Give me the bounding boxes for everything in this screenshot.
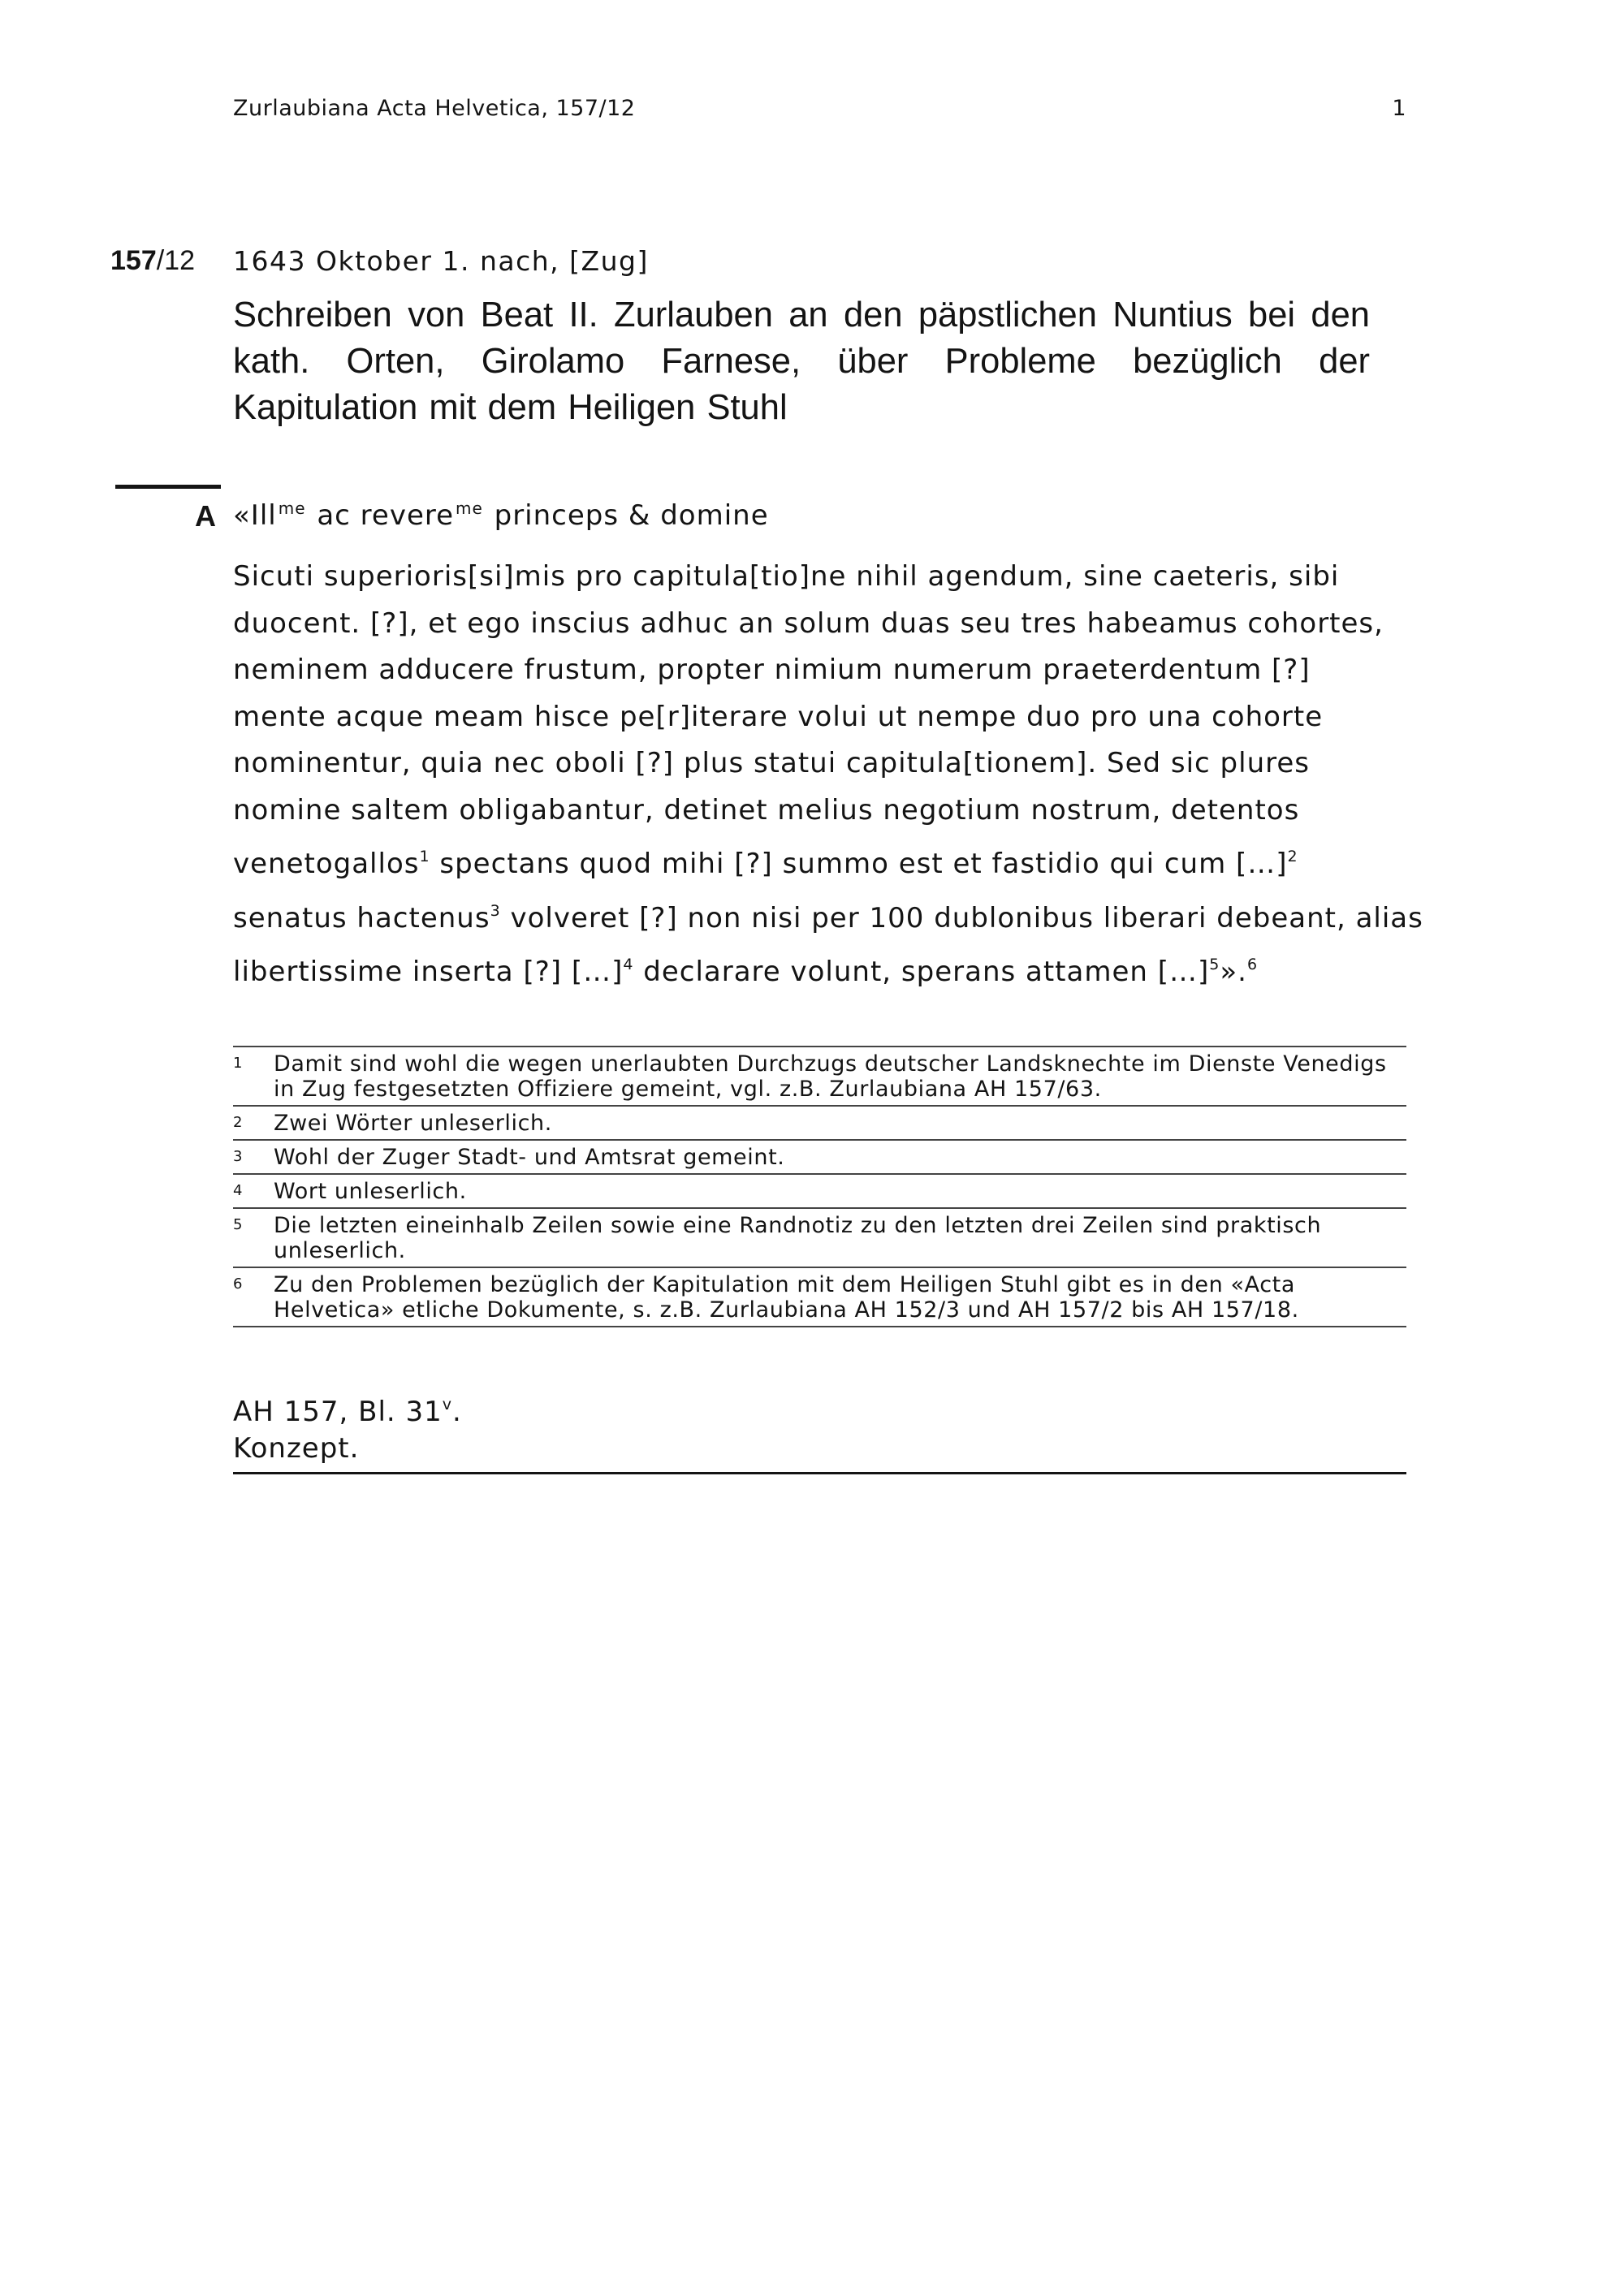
body-line: Sicuti superioris[si]mis pro capitula[tio]ne nihil agendum, sine caeteris, sibi (233, 560, 1340, 593)
footnote (233, 1207, 1406, 1267)
shelfmark-sup: v (442, 1396, 453, 1413)
footnote-ref[interactable]: 1 (419, 848, 430, 865)
salutation (233, 498, 769, 532)
footnote-text: Wort unleserlich. (274, 1179, 467, 1204)
running-head (233, 96, 1406, 121)
body-line: mente acque meam hisce pe[r]iterare volui ut nempe duo pro una cohorte (233, 700, 1324, 733)
footnote-ref[interactable]: 4 (623, 956, 634, 973)
shelfmark-text: AH 157, Bl. 31 (233, 1396, 443, 1428)
footnote-mark: 6 (233, 1275, 244, 1293)
body-line (233, 942, 1419, 996)
document-number-main: 157 (110, 245, 157, 276)
body-text-segment: venetogallos (233, 848, 420, 880)
body-text-segment: spectans quod mihi [?] summo est et fastidio qui cum […] (430, 848, 1288, 880)
footnote-ref[interactable]: 3 (490, 901, 501, 920)
document-type: Konzept. (233, 1432, 360, 1465)
salutation-part-1: «Ill (233, 499, 277, 532)
body-line: nomine saltem obligabantur, detinet melius negotium nostrum, detentos (233, 793, 1300, 826)
body-line: duocent. [?], et ego inscius adhuc an solum duas seu tres habeamus cohortes, (233, 606, 1384, 640)
letter-body (233, 554, 1423, 996)
salutation-part-2: ac revere (307, 499, 455, 532)
footnote-text: Damit sind wohl die wegen unerlaubten Durchzugs deutscher Landsknechte im Dienste Venedigs in Zug festgesetzten Offiziere gemeint, vgl. z.B. Zurlaubiana AH 157/63. (274, 1051, 1387, 1102)
footnotes-end-rule (233, 1326, 1406, 1327)
footnote (233, 1046, 1406, 1105)
footnote-text: Wohl der Zuger Stadt- und Amtsrat gemeint. (274, 1145, 785, 1170)
footnote (233, 1105, 1406, 1139)
body-line (233, 888, 1423, 943)
witness-siglum: A (195, 499, 216, 533)
body-text-segment: ». (1220, 956, 1247, 988)
footnote-mark: 1 (233, 1055, 244, 1072)
salutation-sup-1: me (278, 498, 306, 518)
footnote-text: Zwei Wörter unleserlich. (274, 1111, 552, 1136)
salutation-part-3: princeps & domine (484, 499, 769, 532)
footnote-ref[interactable]: 5 (1209, 956, 1220, 973)
footnote-mark: 2 (233, 1114, 244, 1131)
salutation-sup-2: me (456, 498, 483, 518)
body-text-segment: libertissime inserta [?] […] (233, 956, 624, 988)
document-number (110, 245, 195, 277)
source-block (233, 1387, 1406, 1474)
footnote (233, 1173, 1406, 1207)
document-title: Schreiben von Beat II. Zurlauben an den päpstlichen Nuntius bei den kath. Orten, Girolamo Farnese, über Probleme bezüglich der Kapitulation mit dem Heiligen Stuhl (233, 296, 1370, 427)
document-date-place: 1643 Oktober 1. nach, [Zug] (233, 245, 649, 277)
body-text-segment: senatus hactenus (233, 901, 490, 934)
footnote-mark: 4 (233, 1182, 244, 1199)
footnote-text: Die letzten eineinhalb Zeilen sowie eine Randnotiz zu den letzten drei Zeilen sind praktisch unleserlich. (274, 1213, 1322, 1263)
footnotes (233, 1046, 1406, 1327)
page-number: 1 (1392, 96, 1406, 121)
section-divider (115, 485, 221, 489)
footnote (233, 1139, 1406, 1173)
body-text-segment: volveret [?] non nisi per 100 dublonibus liberari debeant, alias (500, 901, 1423, 934)
footnote-ref[interactable]: 6 (1246, 956, 1259, 973)
footnote (233, 1267, 1406, 1326)
document-number-suffix: /12 (156, 245, 195, 276)
body-line (233, 834, 1419, 888)
footnote-mark: 3 (233, 1148, 244, 1165)
shelfmark-end: . (452, 1396, 462, 1428)
footnote-mark: 5 (233, 1216, 244, 1233)
running-title: Zurlaubiana Acta Helvetica, 157/12 (233, 96, 636, 121)
body-line: neminem adducere frustum, propter nimium numerum praeterdentum [?] (233, 654, 1311, 686)
body-text-segment: declarare volunt, sperans attamen […] (633, 956, 1210, 988)
body-line: nominentur, quia nec oboli [?] plus statui capitula[tionem]. Sed sic plures (233, 747, 1310, 779)
footnote-ref[interactable]: 2 (1287, 848, 1298, 865)
footnote-text: Zu den Problemen bezüglich der Kapitulation mit dem Heiligen Stuhl gibt es in den «Acta Helvetica» etliche Dokumente, s. z.B. Zurlaubiana AH 152/3 und AH 157/2 bis AH 157/18. (274, 1272, 1299, 1323)
shelfmark (233, 1387, 1406, 1431)
